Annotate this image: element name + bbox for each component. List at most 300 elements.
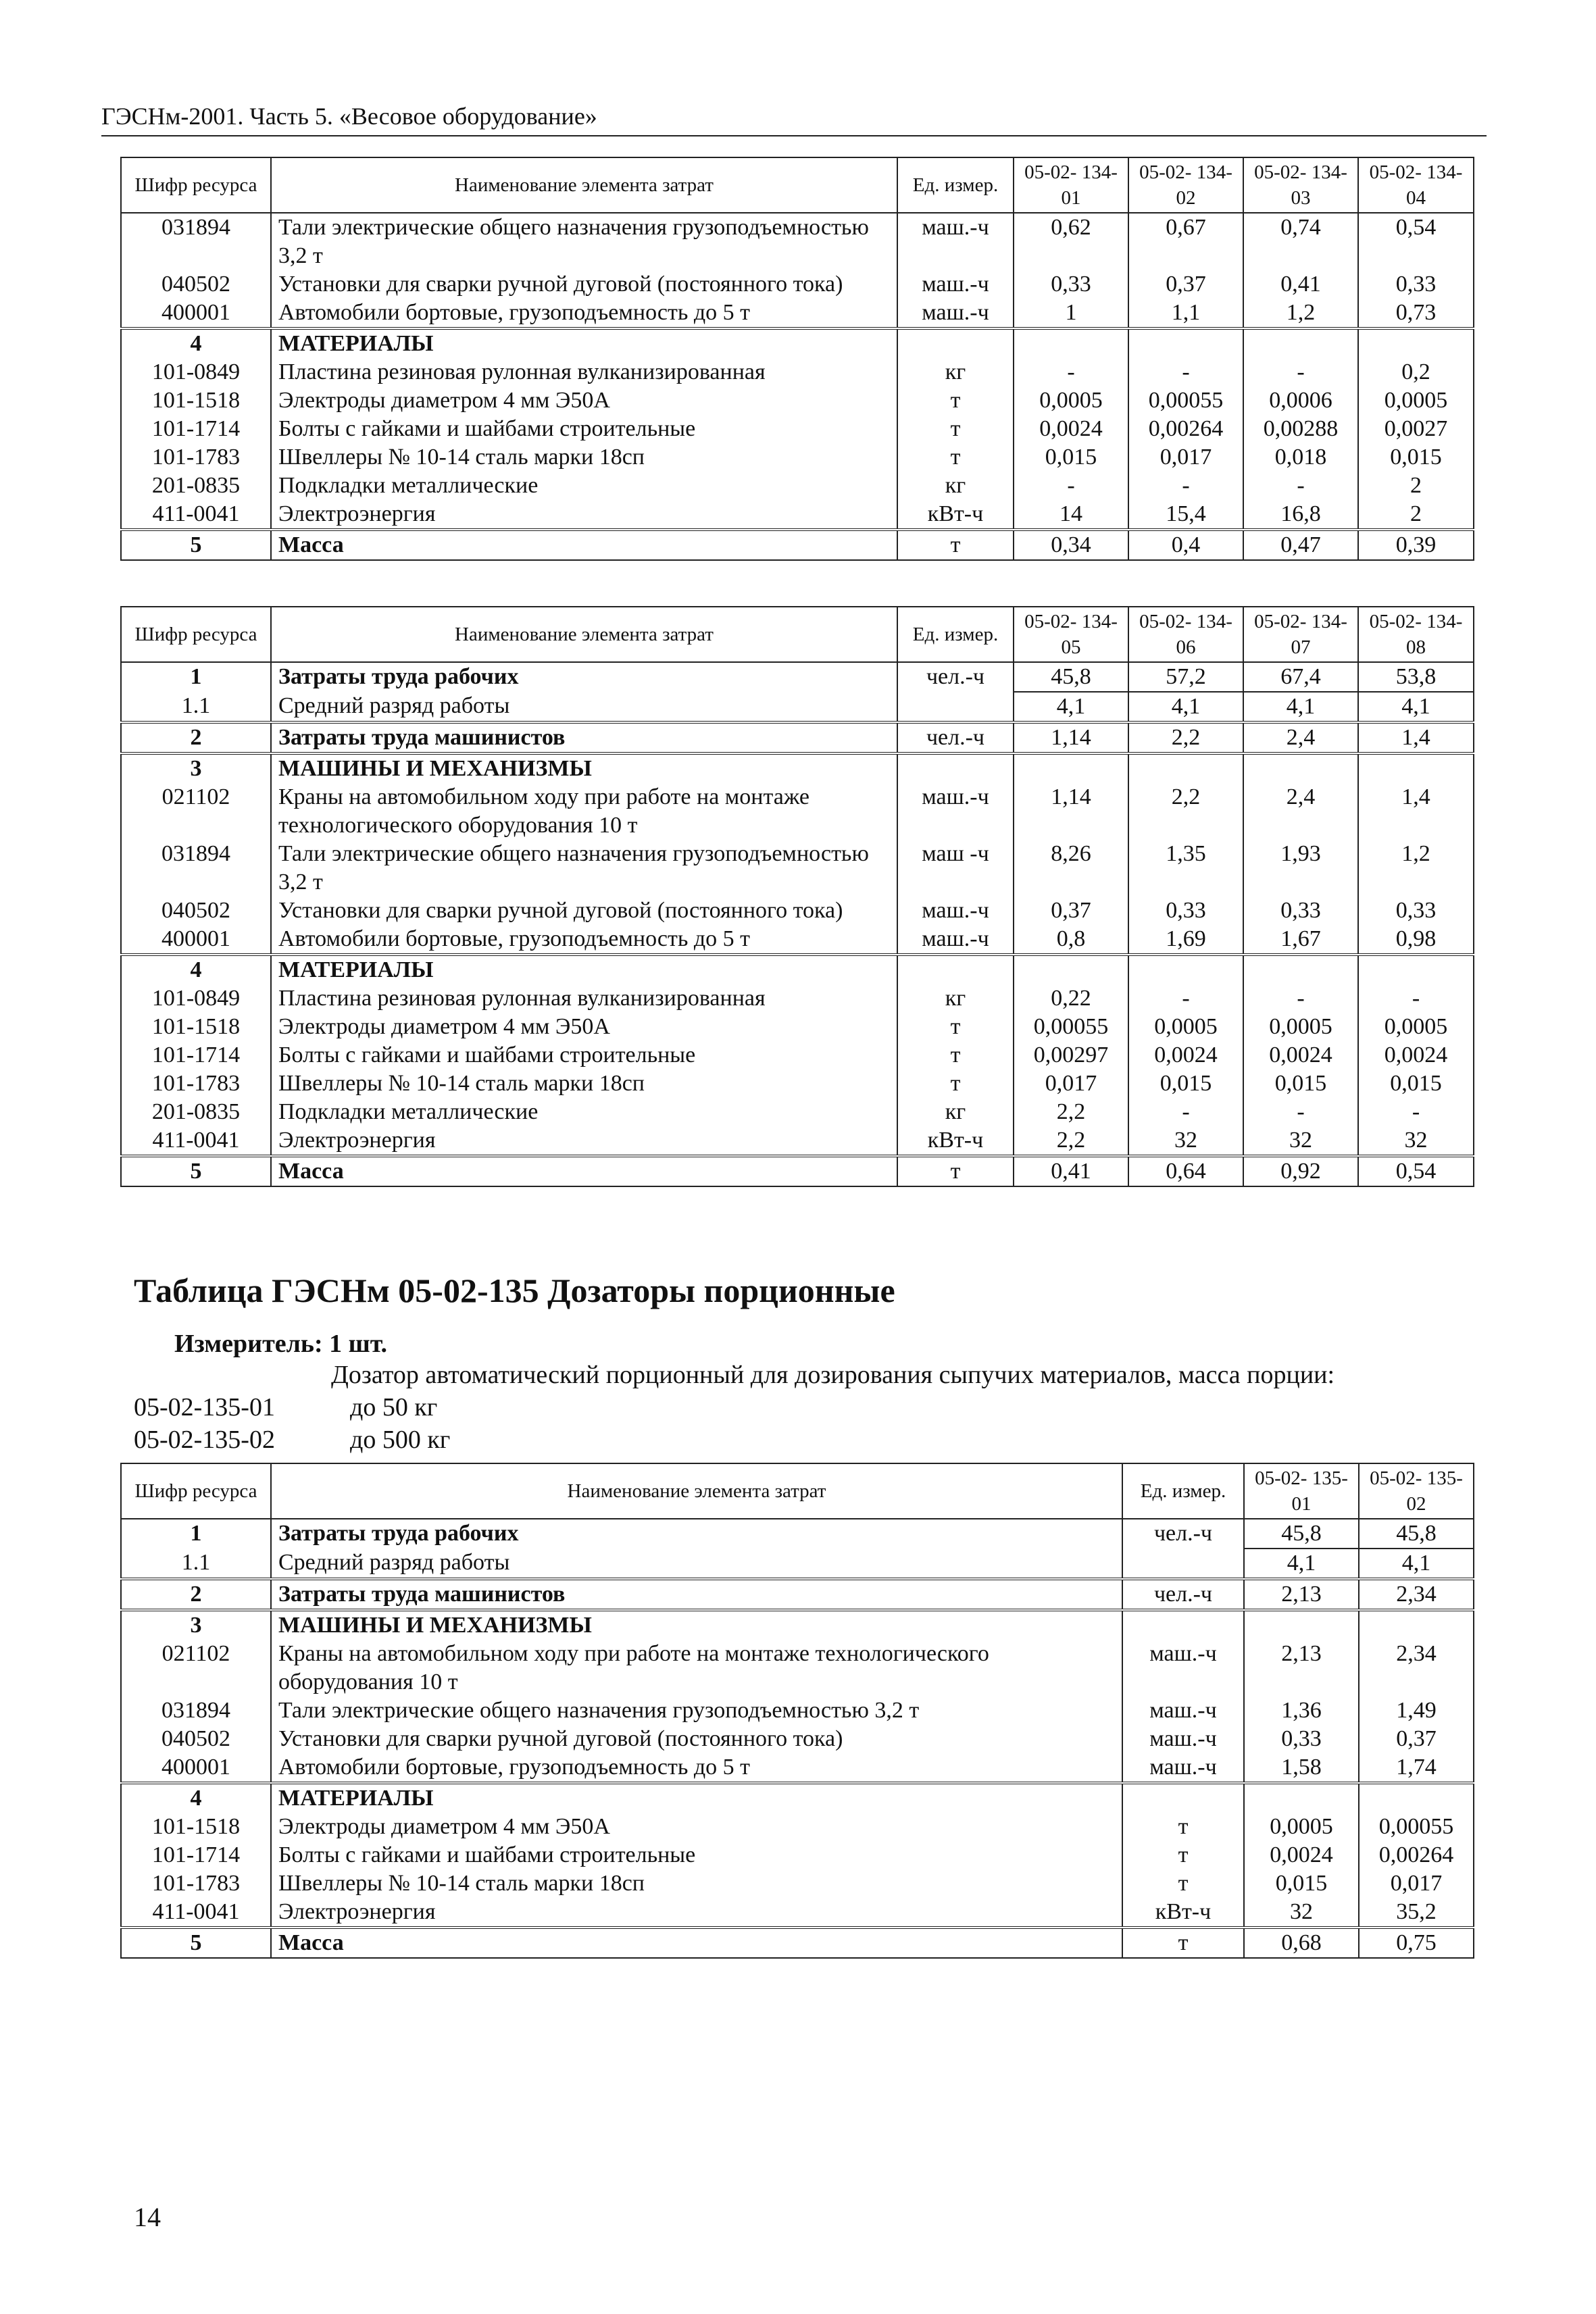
value-cell: 0,0005: [1244, 1813, 1359, 1841]
cost-element-name-cell: Электроды диаметром 4 мм Э50А: [271, 1813, 1122, 1841]
value-cell: 0,33: [1014, 270, 1128, 299]
resource-code-cell: 040502: [121, 270, 271, 299]
resource-code-cell: 400001: [121, 299, 271, 328]
resource-code-cell: 400001: [121, 1753, 271, 1783]
table-row: [121, 1725, 1474, 1753]
column-header-name: Наименование элемента затрат: [271, 1463, 1122, 1519]
resource-code-cell: 031894: [121, 840, 271, 897]
table-row: [121, 328, 1474, 358]
resource-code-cell: 201-0835: [121, 1098, 271, 1126]
unit-cell: т: [1122, 1841, 1244, 1869]
unit-cell: чел.-ч: [1122, 1519, 1244, 1549]
value-cell: 4,1: [1243, 692, 1358, 722]
value-cell: 0,47: [1243, 530, 1358, 560]
table-row: [121, 213, 1474, 270]
unit-cell: [897, 328, 1014, 358]
value-cell: 16,8: [1243, 500, 1358, 530]
column-header-variant: 05-02- 134-08: [1358, 607, 1474, 662]
unit-cell: маш.-ч: [897, 299, 1014, 328]
unit-cell: чел.-ч: [897, 662, 1014, 692]
value-cell: -: [1243, 984, 1358, 1013]
unit-cell: т: [897, 530, 1014, 560]
value-cell: 45,8: [1359, 1519, 1474, 1549]
variant-line: [134, 1424, 450, 1455]
value-cell: 0,41: [1014, 1156, 1128, 1186]
value-cell: [1128, 753, 1243, 783]
table-row: [121, 1519, 1474, 1549]
value-cell: 0,015: [1014, 443, 1128, 472]
unit-cell: маш.-ч: [897, 213, 1014, 270]
value-cell: 2,2: [1014, 1098, 1128, 1126]
value-cell: 4,1: [1358, 692, 1474, 722]
unit-cell: маш.-ч: [897, 925, 1014, 955]
table-row: [121, 530, 1474, 560]
value-cell: 0,54: [1358, 1156, 1474, 1186]
value-cell: 2,34: [1359, 1579, 1474, 1610]
value-cell: -: [1358, 984, 1474, 1013]
value-cell: 0,33: [1358, 270, 1474, 299]
unit-cell: кВт-ч: [897, 1126, 1014, 1156]
table-row: [121, 1640, 1474, 1696]
column-header-variant: 05-02- 134-05: [1014, 607, 1128, 662]
resource-code-cell: 1: [121, 662, 271, 692]
resource-code-cell: 1: [121, 1519, 271, 1549]
cost-element-name-cell: МАШИНЫ И МЕХАНИЗМЫ: [271, 753, 897, 783]
unit-cell: [1122, 1783, 1244, 1813]
cost-element-name-cell: Краны на автомобильном ходу при работе на монтаже технологического оборудования 10 т: [271, 783, 897, 840]
table-row: [121, 955, 1474, 984]
value-cell: 0,0005: [1014, 386, 1128, 415]
value-cell: 0,74: [1243, 213, 1358, 270]
value-cell: [1244, 1783, 1359, 1813]
value-cell: 0,00264: [1128, 415, 1243, 443]
value-cell: 0,41: [1243, 270, 1358, 299]
value-cell: -: [1243, 1098, 1358, 1126]
value-cell: [1243, 328, 1358, 358]
value-cell: [1359, 1783, 1474, 1813]
cost-element-name-cell: Электроэнергия: [271, 1126, 897, 1156]
cost-element-name-cell: Электроэнергия: [271, 1898, 1122, 1928]
value-cell: 0,33: [1358, 897, 1474, 925]
running-header: ГЭСНм-2001. Часть 5. «Весовое оборудование»: [101, 101, 1487, 136]
column-header-code: Шифр ресурса: [121, 157, 271, 213]
value-cell: 1,14: [1014, 722, 1128, 753]
value-cell: 0,92: [1243, 1156, 1358, 1186]
value-cell: 0,37: [1359, 1725, 1474, 1753]
value-cell: 4,1: [1359, 1549, 1474, 1579]
value-cell: 1,93: [1243, 840, 1358, 897]
column-header-unit: Ед. измер.: [897, 607, 1014, 662]
value-cell: 2,13: [1244, 1640, 1359, 1696]
resource-code-cell: 101-1714: [121, 1841, 271, 1869]
unit-cell: кВт-ч: [1122, 1898, 1244, 1928]
table-row: [121, 358, 1474, 386]
value-cell: 0,017: [1128, 443, 1243, 472]
value-cell: 0,00055: [1128, 386, 1243, 415]
unit-cell: т: [1122, 1813, 1244, 1841]
value-cell: 45,8: [1014, 662, 1128, 692]
resource-code-cell: 4: [121, 328, 271, 358]
cost-element-name-cell: Масса: [271, 1928, 1122, 1958]
column-header-variant: 05-02- 134-06: [1128, 607, 1243, 662]
column-header-variant: 05-02- 134-02: [1128, 157, 1243, 213]
table-row: [121, 386, 1474, 415]
value-cell: 0,0005: [1358, 386, 1474, 415]
table-row: [121, 662, 1474, 692]
value-cell: [1014, 753, 1128, 783]
page-number: 14: [134, 2202, 161, 2232]
unit-cell: т: [897, 386, 1014, 415]
table-row: [121, 472, 1474, 500]
value-cell: 4,1: [1014, 692, 1128, 722]
cost-element-name-cell: МАТЕРИАЛЫ: [271, 1783, 1122, 1813]
table-row: [121, 1013, 1474, 1041]
unit-cell: кг: [897, 984, 1014, 1013]
unit-cell: т: [897, 415, 1014, 443]
resource-code-cell: 031894: [121, 213, 271, 270]
cost-element-name-cell: Подкладки металлические: [271, 1098, 897, 1126]
value-cell: 1,1: [1128, 299, 1243, 328]
cost-element-name-cell: Установки для сварки ручной дуговой (постоянного тока): [271, 270, 897, 299]
resource-code-cell: 040502: [121, 897, 271, 925]
value-cell: [1243, 753, 1358, 783]
value-cell: 0,0024: [1128, 1041, 1243, 1070]
unit-cell: кг: [897, 1098, 1014, 1126]
variant-code: 05-02-135-02: [134, 1426, 275, 1454]
resource-code-cell: 101-1518: [121, 1013, 271, 1041]
resource-code-cell: 400001: [121, 925, 271, 955]
table-header-row: [121, 607, 1474, 662]
value-cell: -: [1014, 358, 1128, 386]
value-cell: 2,4: [1243, 783, 1358, 840]
value-cell: 0,33: [1128, 897, 1243, 925]
table-row: [121, 783, 1474, 840]
value-cell: 0,39: [1358, 530, 1474, 560]
cost-element-name-cell: Пластина резиновая рулонная вулканизированная: [271, 984, 897, 1013]
value-cell: 0,73: [1358, 299, 1474, 328]
variant-line: [134, 1392, 437, 1423]
value-cell: [1358, 955, 1474, 984]
cost-element-name-cell: МАТЕРИАЛЫ: [271, 328, 897, 358]
variant-label: до 50 кг: [350, 1393, 438, 1422]
value-cell: -: [1128, 1098, 1243, 1126]
unit-cell: [897, 955, 1014, 984]
cost-element-name-cell: Электроэнергия: [271, 500, 897, 530]
unit-cell: [897, 692, 1014, 722]
value-cell: 32: [1128, 1126, 1243, 1156]
resource-code-cell: 3: [121, 753, 271, 783]
resource-code-cell: 5: [121, 1156, 271, 1186]
table-row: [121, 1070, 1474, 1098]
unit-cell: т: [897, 443, 1014, 472]
value-cell: 0,00297: [1014, 1041, 1128, 1070]
column-header-variant: 05-02- 134-01: [1014, 157, 1128, 213]
unit-cell: кВт-ч: [897, 500, 1014, 530]
value-cell: -: [1243, 472, 1358, 500]
value-cell: 0,015: [1243, 1070, 1358, 1098]
table-body: [121, 1519, 1474, 1958]
column-header-code: Шифр ресурса: [121, 1463, 271, 1519]
unit-cell: кг: [897, 472, 1014, 500]
unit-cell: [897, 753, 1014, 783]
value-cell: 1,67: [1243, 925, 1358, 955]
resource-code-cell: 101-1518: [121, 386, 271, 415]
table-row: [121, 984, 1474, 1013]
table-row: [121, 299, 1474, 328]
value-cell: [1128, 328, 1243, 358]
value-cell: 0,0024: [1358, 1041, 1474, 1070]
value-cell: 2: [1358, 472, 1474, 500]
cost-element-name-cell: Пластина резиновая рулонная вулканизированная: [271, 358, 897, 386]
table-row: [121, 1783, 1474, 1813]
unit-cell: маш.-ч: [1122, 1640, 1244, 1696]
resource-code-cell: 411-0041: [121, 1126, 271, 1156]
value-cell: 0,54: [1358, 213, 1474, 270]
resource-code-cell: 031894: [121, 1696, 271, 1725]
unit-cell: т: [897, 1156, 1014, 1186]
unit-cell: маш.-ч: [1122, 1696, 1244, 1725]
value-cell: 0,015: [1244, 1869, 1359, 1898]
table-row: [121, 753, 1474, 783]
table-row: [121, 1813, 1474, 1841]
column-header-variant: 05-02- 135-02: [1359, 1463, 1474, 1519]
resource-table-134-05-08: [120, 606, 1474, 1187]
value-cell: 0,0005: [1358, 1013, 1474, 1041]
table-row: [121, 925, 1474, 955]
cost-element-name-cell: Затраты труда машинистов: [271, 722, 897, 753]
value-cell: 2,2: [1128, 783, 1243, 840]
table-body: [121, 662, 1474, 1186]
section-meter: Измеритель: 1 шт.: [174, 1330, 388, 1358]
section-title: Таблица ГЭСНм 05-02-135 Дозаторы порционные: [134, 1272, 895, 1309]
column-header-variant: 05-02- 134-07: [1243, 607, 1358, 662]
value-cell: 0,62: [1014, 213, 1128, 270]
resource-code-cell: 4: [121, 1783, 271, 1813]
table-row: [121, 1753, 1474, 1783]
cost-element-name-cell: Автомобили бортовые, грузоподъемность до 5 т: [271, 299, 897, 328]
resource-code-cell: 411-0041: [121, 500, 271, 530]
column-header-unit: Ед. измер.: [897, 157, 1014, 213]
cost-element-name-cell: Автомобили бортовые, грузоподъемность до 5 т: [271, 925, 897, 955]
value-cell: 0,00055: [1014, 1013, 1128, 1041]
value-cell: -: [1128, 358, 1243, 386]
value-cell: 1,74: [1359, 1753, 1474, 1783]
value-cell: 0,015: [1358, 443, 1474, 472]
column-header-unit: Ед. измер.: [1122, 1463, 1244, 1519]
value-cell: 1: [1014, 299, 1128, 328]
resource-code-cell: 1.1: [121, 692, 271, 722]
unit-cell: чел.-ч: [897, 722, 1014, 753]
cost-element-name-cell: Болты с гайками и шайбами строительные: [271, 415, 897, 443]
value-cell: 0,4: [1128, 530, 1243, 560]
resource-code-cell: 1.1: [121, 1549, 271, 1579]
value-cell: 0,0006: [1243, 386, 1358, 415]
value-cell: -: [1128, 984, 1243, 1013]
cost-element-name-cell: Установки для сварки ручной дуговой (постоянного тока): [271, 1725, 1122, 1753]
unit-cell: т: [1122, 1928, 1244, 1958]
cost-element-name-cell: МАШИНЫ И МЕХАНИЗМЫ: [271, 1610, 1122, 1640]
value-cell: -: [1128, 472, 1243, 500]
value-cell: 0,015: [1128, 1070, 1243, 1098]
value-cell: 0,015: [1358, 1070, 1474, 1098]
table-row: [121, 897, 1474, 925]
table-header-row: [121, 1463, 1474, 1519]
column-header-variant: 05-02- 134-03: [1243, 157, 1358, 213]
resource-code-cell: 101-0849: [121, 358, 271, 386]
value-cell: 1,35: [1128, 840, 1243, 897]
cost-element-name-cell: Швеллеры № 10-14 сталь марки 18сп: [271, 1869, 1122, 1898]
resource-code-cell: 4: [121, 955, 271, 984]
value-cell: [1128, 955, 1243, 984]
unit-cell: [1122, 1610, 1244, 1640]
value-cell: 45,8: [1244, 1519, 1359, 1549]
value-cell: 4,1: [1128, 692, 1243, 722]
value-cell: 2,2: [1014, 1126, 1128, 1156]
value-cell: 0,00055: [1359, 1813, 1474, 1841]
value-cell: -: [1358, 1098, 1474, 1126]
value-cell: 0,37: [1128, 270, 1243, 299]
table-header-row: [121, 157, 1474, 213]
resource-code-cell: 040502: [121, 1725, 271, 1753]
cost-element-name-cell: Автомобили бортовые, грузоподъемность до 5 т: [271, 1753, 1122, 1783]
value-cell: 0,2: [1358, 358, 1474, 386]
table-row: [121, 415, 1474, 443]
value-cell: 0,017: [1014, 1070, 1128, 1098]
cost-element-name-cell: Подкладки металлические: [271, 472, 897, 500]
value-cell: 2,13: [1244, 1579, 1359, 1610]
cost-element-name-cell: Электроды диаметром 4 мм Э50А: [271, 386, 897, 415]
cost-element-name-cell: Тали электрические общего назначения грузоподъемностью 3,2 т: [271, 840, 897, 897]
value-cell: 0,67: [1128, 213, 1243, 270]
unit-cell: маш.-ч: [897, 897, 1014, 925]
value-cell: 0,64: [1128, 1156, 1243, 1186]
cost-element-name-cell: Установки для сварки ручной дуговой (постоянного тока): [271, 897, 897, 925]
unit-cell: маш -ч: [897, 840, 1014, 897]
table-row: [121, 1928, 1474, 1958]
resource-code-cell: 101-1783: [121, 1070, 271, 1098]
value-cell: 1,36: [1244, 1696, 1359, 1725]
value-cell: 8,26: [1014, 840, 1128, 897]
value-cell: 2,4: [1243, 722, 1358, 753]
value-cell: 0,34: [1014, 530, 1128, 560]
resource-table-134-01-04: [120, 157, 1474, 561]
resource-code-cell: 101-1783: [121, 443, 271, 472]
value-cell: 35,2: [1359, 1898, 1474, 1928]
value-cell: 0,75: [1359, 1928, 1474, 1958]
value-cell: 1,58: [1244, 1753, 1359, 1783]
table-row: [121, 722, 1474, 753]
table-row: [121, 270, 1474, 299]
value-cell: 0,33: [1244, 1725, 1359, 1753]
value-cell: [1014, 328, 1128, 358]
table-row: [121, 1041, 1474, 1070]
resource-code-cell: 101-0849: [121, 984, 271, 1013]
column-header-name: Наименование элемента затрат: [271, 607, 897, 662]
table-row: [121, 1696, 1474, 1725]
unit-cell: чел.-ч: [1122, 1579, 1244, 1610]
value-cell: -: [1243, 358, 1358, 386]
table-row: [121, 1610, 1474, 1640]
value-cell: 1,49: [1359, 1696, 1474, 1725]
cost-element-name-cell: Затраты труда машинистов: [271, 1579, 1122, 1610]
table-row: [121, 1579, 1474, 1610]
resource-code-cell: 101-1714: [121, 1041, 271, 1070]
value-cell: [1359, 1610, 1474, 1640]
variant-label: до 500 кг: [350, 1426, 451, 1454]
column-header-variant: 05-02- 134-04: [1358, 157, 1474, 213]
value-cell: 0,0024: [1243, 1041, 1358, 1070]
unit-cell: [1122, 1549, 1244, 1579]
cost-element-name-cell: Тали электрические общего назначения грузоподъемностью 3,2 т: [271, 213, 897, 270]
value-cell: 1,69: [1128, 925, 1243, 955]
value-cell: 1,4: [1358, 722, 1474, 753]
table-row: [121, 1126, 1474, 1156]
cost-element-name-cell: Болты с гайками и шайбами строительные: [271, 1841, 1122, 1869]
value-cell: 14: [1014, 500, 1128, 530]
value-cell: 0,0005: [1128, 1013, 1243, 1041]
table-row: [121, 1098, 1474, 1126]
value-cell: 0,017: [1359, 1869, 1474, 1898]
resource-table-135: [120, 1463, 1474, 1959]
table-body: [121, 213, 1474, 560]
value-cell: 1,14: [1014, 783, 1128, 840]
table-row: [121, 500, 1474, 530]
unit-cell: т: [897, 1070, 1014, 1098]
value-cell: 0,37: [1014, 897, 1128, 925]
value-cell: 2,34: [1359, 1640, 1474, 1696]
cost-element-name-cell: Масса: [271, 1156, 897, 1186]
value-cell: 1,4: [1358, 783, 1474, 840]
value-cell: 0,68: [1244, 1928, 1359, 1958]
table-row: [121, 1841, 1474, 1869]
cost-element-name-cell: Тали электрические общего назначения грузоподъемностью 3,2 т: [271, 1696, 1122, 1725]
column-header-code: Шифр ресурса: [121, 607, 271, 662]
resource-code-cell: 021102: [121, 1640, 271, 1696]
resource-code-cell: 2: [121, 1579, 271, 1610]
cost-element-name-cell: Краны на автомобильном ходу при работе на монтаже технологического оборудования 10 т: [271, 1640, 1122, 1696]
cost-element-name-cell: Затраты труда рабочих: [271, 1519, 1122, 1549]
value-cell: 1,2: [1358, 840, 1474, 897]
cost-element-name-cell: Средний разряд работы: [271, 1549, 1122, 1579]
unit-cell: т: [897, 1041, 1014, 1070]
value-cell: 4,1: [1244, 1549, 1359, 1579]
table-row: [121, 692, 1474, 722]
unit-cell: маш.-ч: [1122, 1725, 1244, 1753]
value-cell: [1244, 1610, 1359, 1640]
table-row: [121, 1156, 1474, 1186]
table-row: [121, 443, 1474, 472]
unit-cell: т: [1122, 1869, 1244, 1898]
table-row: [121, 1549, 1474, 1579]
value-cell: [1243, 955, 1358, 984]
value-cell: 0,98: [1358, 925, 1474, 955]
value-cell: 0,018: [1243, 443, 1358, 472]
value-cell: 57,2: [1128, 662, 1243, 692]
resource-code-cell: 101-1783: [121, 1869, 271, 1898]
resource-code-cell: 3: [121, 1610, 271, 1640]
value-cell: 32: [1243, 1126, 1358, 1156]
value-cell: 2,2: [1128, 722, 1243, 753]
resource-code-cell: 101-1714: [121, 415, 271, 443]
cost-element-name-cell: МАТЕРИАЛЫ: [271, 955, 897, 984]
resource-code-cell: 101-1518: [121, 1813, 271, 1841]
unit-cell: кг: [897, 358, 1014, 386]
value-cell: 0,0024: [1014, 415, 1128, 443]
resource-code-cell: 201-0835: [121, 472, 271, 500]
value-cell: 1,2: [1243, 299, 1358, 328]
value-cell: 0,0027: [1358, 415, 1474, 443]
resource-code-cell: 5: [121, 530, 271, 560]
